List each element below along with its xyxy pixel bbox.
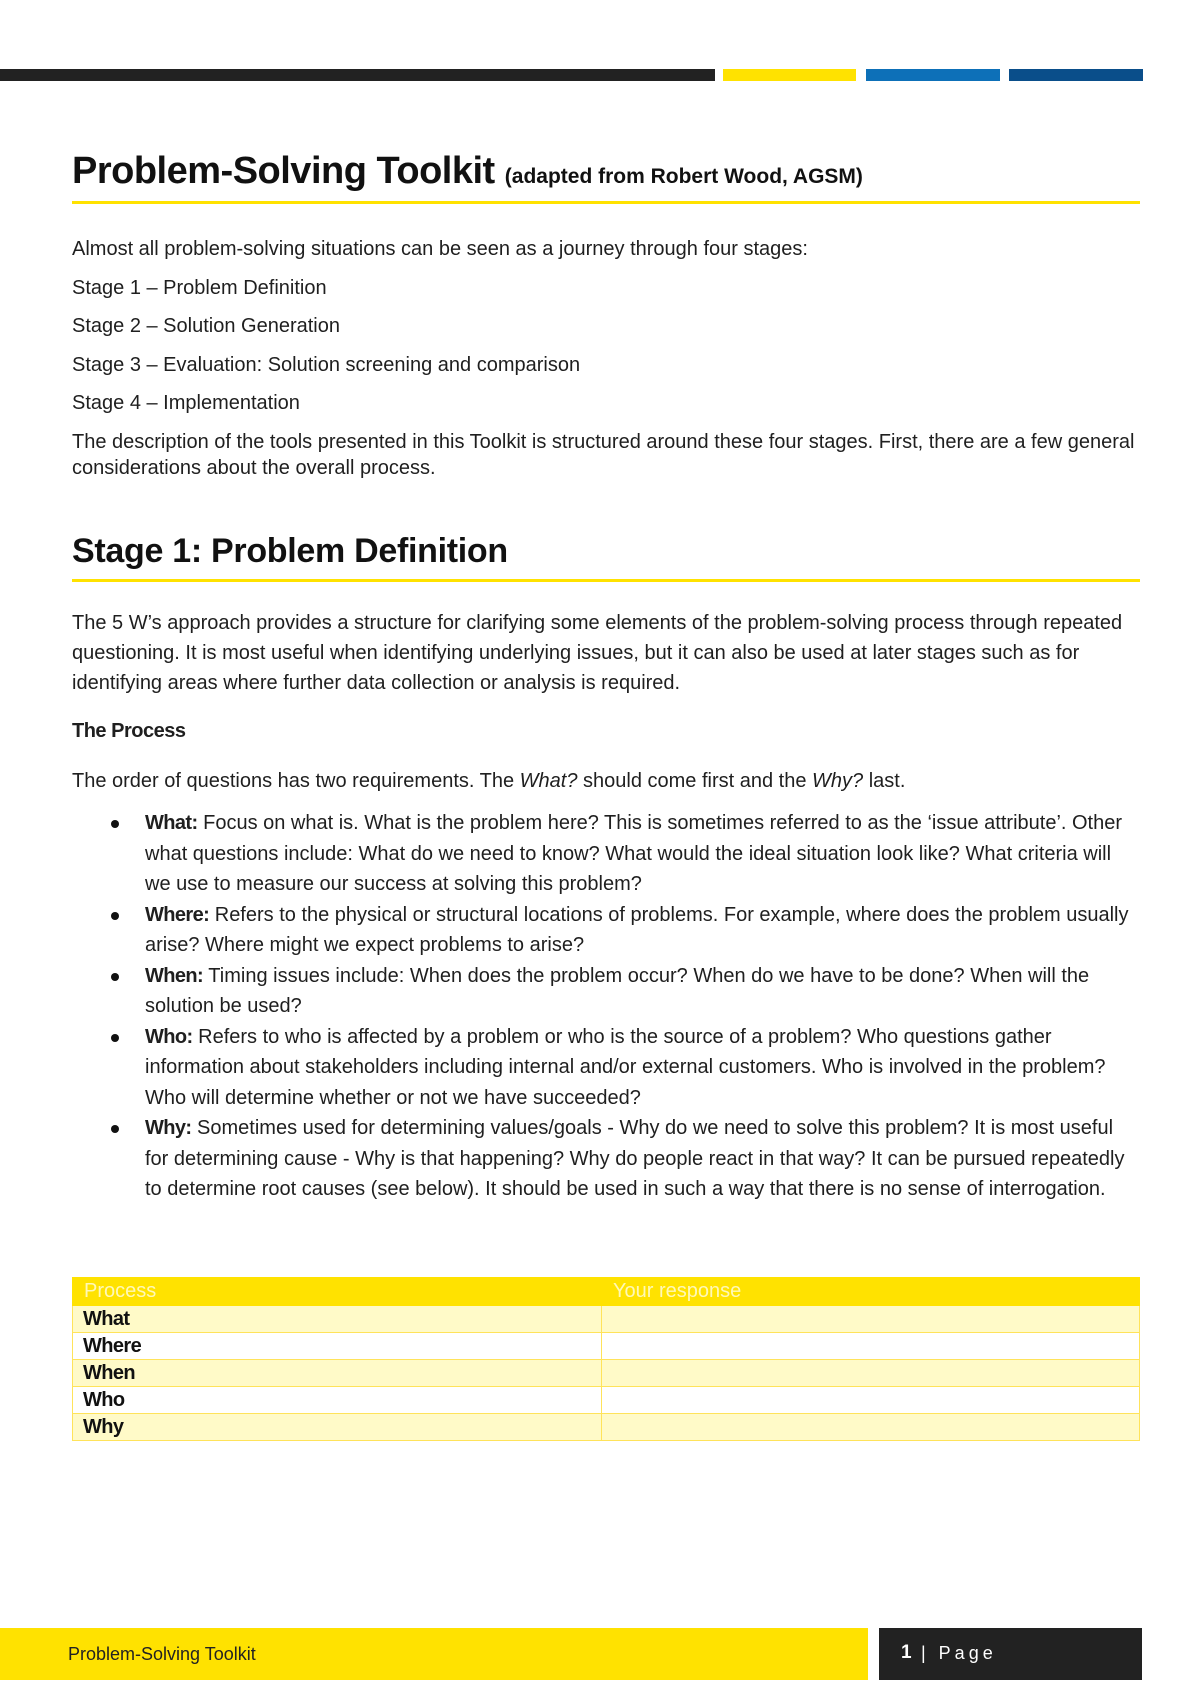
table-row (73, 1414, 1140, 1441)
bullet-term: Who: (145, 1025, 193, 1048)
intro-section (72, 236, 1140, 493)
stage1-heading: Stage 1: Problem Definition (72, 532, 1140, 582)
bullet-text: Sometimes used for determining values/goals - Why do we need to solve this problem? It is most useful for determining cause - Why is that happening? Why do people react in that way? It can be pursued repeatedly to determine root causes (see below). It should be used in such a way that there is no sense of interrogation. (145, 1117, 1125, 1200)
stage1-section (72, 608, 1140, 1205)
process-heading: The Process (72, 720, 186, 742)
row-label-where: Where (73, 1333, 602, 1360)
list-item-when (145, 961, 1140, 1022)
header-bar-yellow (723, 69, 856, 81)
footer-doc-title: Problem-Solving Toolkit (68, 1644, 256, 1664)
list-item-what (145, 808, 1140, 900)
response-cell-who[interactable] (602, 1387, 1140, 1414)
intro-closing: The description of the tools presented in this Toolkit is structured around these four stages. First, there are a few general considerations about the overall process. (72, 430, 1135, 479)
bullet-term: When: (145, 964, 204, 987)
row-label-who: Who (73, 1387, 602, 1414)
bullet-text: Refers to who is affected by a problem or who is the source of a problem? Who questions gather information about stakeholders including internal and/or external customers. Who is involved in the problem? Who will determine whether or not we have succeeded? (145, 1025, 1106, 1109)
row-label-what: What (73, 1306, 602, 1333)
stage-item-4: Stage 4 – Implementation (72, 392, 300, 414)
table-row (73, 1333, 1140, 1360)
stage-item-2: Stage 2 – Solution Generation (72, 315, 340, 337)
table-row (73, 1387, 1140, 1414)
table-header-row (73, 1278, 1140, 1306)
order-middle: should come first and the (577, 770, 813, 792)
table-row (73, 1360, 1140, 1387)
bullet-text: Refers to the physical or structural locations of problems. For example, where does the problem usually arise? Where might we expect problems to arise? (145, 903, 1129, 956)
response-cell-where[interactable] (602, 1333, 1140, 1360)
row-label-why: Why (73, 1414, 602, 1441)
response-cell-when[interactable] (602, 1360, 1140, 1387)
stage-item-1: Stage 1 – Problem Definition (72, 276, 327, 299)
list-item-who (145, 1022, 1140, 1114)
footer-title-band (0, 1628, 868, 1680)
header-your-response: Your response (602, 1278, 1140, 1306)
list-item-where (145, 900, 1140, 961)
order-paragraph (72, 766, 1140, 796)
title-subtitle: (adapted from Robert Wood, AGSM) (504, 165, 863, 188)
order-what: What? (519, 770, 578, 792)
bullet-term: Why: (145, 1117, 192, 1139)
response-cell-why[interactable] (602, 1414, 1140, 1441)
intro-lead: Almost all problem-solving situations can be seen as a journey through four stages: (72, 238, 808, 260)
row-label-when: When (73, 1360, 602, 1387)
title-text: Problem-Solving Toolkit (72, 150, 495, 192)
order-suffix: last. (863, 770, 906, 792)
bullet-term: What: (145, 812, 198, 834)
response-cell-what[interactable] (602, 1306, 1140, 1333)
bullet-text: Timing issues include: When does the problem occur? When do we have to be done? When will the solution be used? (145, 964, 1090, 1017)
table-row (73, 1306, 1140, 1333)
stage1-paragraph: The 5 W’s approach provides a structure for clarifying some elements of the problem-solving process through repeated questioning. It is most useful when identifying underlying issues, but it can also be used at later stages such as for identifying areas where further data collection or analysis is required. (72, 612, 1123, 694)
footer-page-band (879, 1628, 1142, 1680)
header-process: Process (73, 1278, 602, 1306)
response-table (72, 1277, 1140, 1441)
page-number: 1 (901, 1642, 912, 1663)
page-title (72, 150, 1140, 204)
header-bar-dark (0, 69, 715, 81)
list-item-why (145, 1113, 1140, 1205)
five-ws-list (72, 808, 1140, 1205)
header-bar-blue (866, 69, 1000, 81)
header-bar-navy (1009, 69, 1143, 81)
order-prefix: The order of questions has two requirements. The (72, 770, 520, 792)
page-label: | Page (921, 1643, 997, 1663)
bullet-text: Focus on what is. What is the problem here? This is sometimes referred to as the ‘issue attribute’. Other what questions include: What do we need to know? What would the ideal situation look like? What criteria will we use to measure our success at solving this problem? (145, 812, 1123, 895)
stage-item-3: Stage 3 – Evaluation: Solution screening and comparison (72, 353, 581, 376)
order-why: Why? (812, 770, 864, 792)
bullet-term: Where: (145, 903, 210, 926)
